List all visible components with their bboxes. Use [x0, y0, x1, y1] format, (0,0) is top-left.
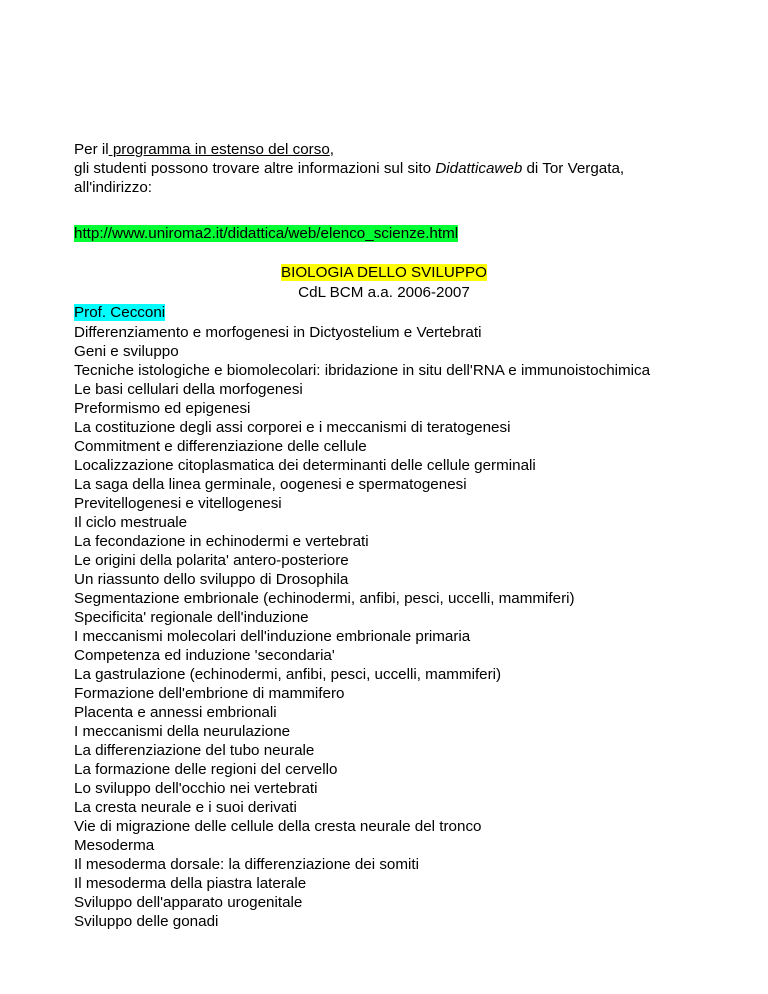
topic-item: Tecniche istologiche e biomolecolari: ibridazione in situ dell'RNA e immunoistochimica: [74, 362, 651, 379]
topic-item: Sviluppo dell'apparato urogenitale: [74, 894, 303, 911]
course-title: [0, 263, 768, 282]
topic-item: Segmentazione embrionale (echinodermi, anfibi, pesci, uccelli, mammiferi): [74, 590, 575, 607]
topic-item: Lo sviluppo dell'occhio nei vertebrati: [74, 780, 318, 797]
url-line: [74, 224, 458, 243]
topic-item: Sviluppo delle gonadi: [74, 913, 219, 930]
topic-item: La saga della linea germinale, oogenesi e spermatogenesi: [74, 476, 467, 493]
professor-name: [74, 303, 165, 322]
topic-item: La cresta neurale e i suoi derivati: [74, 799, 297, 816]
intro-paragraph: [74, 140, 734, 197]
topic-item: La fecondazione in echinodermi e vertebrati: [74, 533, 369, 550]
topic-item: Previtellogenesi e vitellogenesi: [74, 495, 282, 512]
topic-item: Il mesoderma della piastra laterale: [74, 875, 307, 892]
topic-item: Commitment e differenziazione delle cellule: [74, 438, 367, 455]
topic-item: La costituzione degli assi corporei e i meccanismi di teratogenesi: [74, 419, 511, 436]
topic-item: Un riassunto dello sviluppo di Drosophila: [74, 571, 349, 588]
intro-line-1: [74, 140, 734, 159]
professor-name-text: Prof. Cecconi: [74, 304, 166, 321]
topic-item: Le basi cellulari della morfogenesi: [74, 381, 303, 398]
topic-item: Localizzazione citoplasmatica dei determinanti delle cellule germinali: [74, 457, 536, 474]
topic-list: [74, 323, 650, 931]
intro-line-2: [74, 159, 734, 178]
topic-item: Le origini della polarita' antero-posteriore: [74, 552, 349, 569]
topic-item: Competenza ed induzione 'secondaria': [74, 647, 335, 664]
topic-item: La formazione delle regioni del cervello: [74, 761, 338, 778]
topic-item: Mesoderma: [74, 837, 155, 854]
course-subtitle: CdL BCM a.a. 2006-2007: [298, 284, 470, 301]
topic-item: Il ciclo mestruale: [74, 514, 188, 531]
topic-item: Il mesoderma dorsale: la differenziazione dei somiti: [74, 856, 419, 873]
intro-text: ,: [329, 141, 335, 158]
url-link[interactable]: http://www.uniroma2.it/didattica/web/elenco_scienze.html: [74, 225, 459, 242]
intro-text: gli studenti possono trovare altre informazioni sul sito: [74, 160, 436, 177]
topic-item: La gastrulazione (echinodermi, anfibi, pesci, uccelli, mammiferi): [74, 666, 502, 683]
intro-text: di Tor Vergata,: [522, 160, 625, 177]
topic-item: Differenziamento e morfogenesi in Dictyostelium e Vertebrati: [74, 324, 482, 341]
topic-item: I meccanismi della neurulazione: [74, 723, 291, 740]
topic-item: Vie di migrazione delle cellule della cresta neurale del tronco: [74, 818, 482, 835]
site-name: Didatticaweb: [435, 160, 523, 177]
topic-item: La differenziazione del tubo neurale: [74, 742, 315, 759]
topic-item: Geni e sviluppo: [74, 343, 179, 360]
topic-item: Preformismo ed epigenesi: [74, 400, 251, 417]
program-link[interactable]: programma in estenso del corso: [108, 141, 330, 158]
topic-item: Placenta e annessi embrionali: [74, 704, 277, 721]
course-title-text: BIOLOGIA DELLO SVILUPPO: [281, 264, 487, 281]
intro-line-3: all'indirizzo:: [74, 179, 153, 196]
topic-item: Specificita' regionale dell'induzione: [74, 609, 309, 626]
intro-text: Per il: [74, 141, 109, 158]
topic-item: Formazione dell'embrione di mammifero: [74, 685, 345, 702]
topic-item: I meccanismi molecolari dell'induzione embrionale primaria: [74, 628, 471, 645]
